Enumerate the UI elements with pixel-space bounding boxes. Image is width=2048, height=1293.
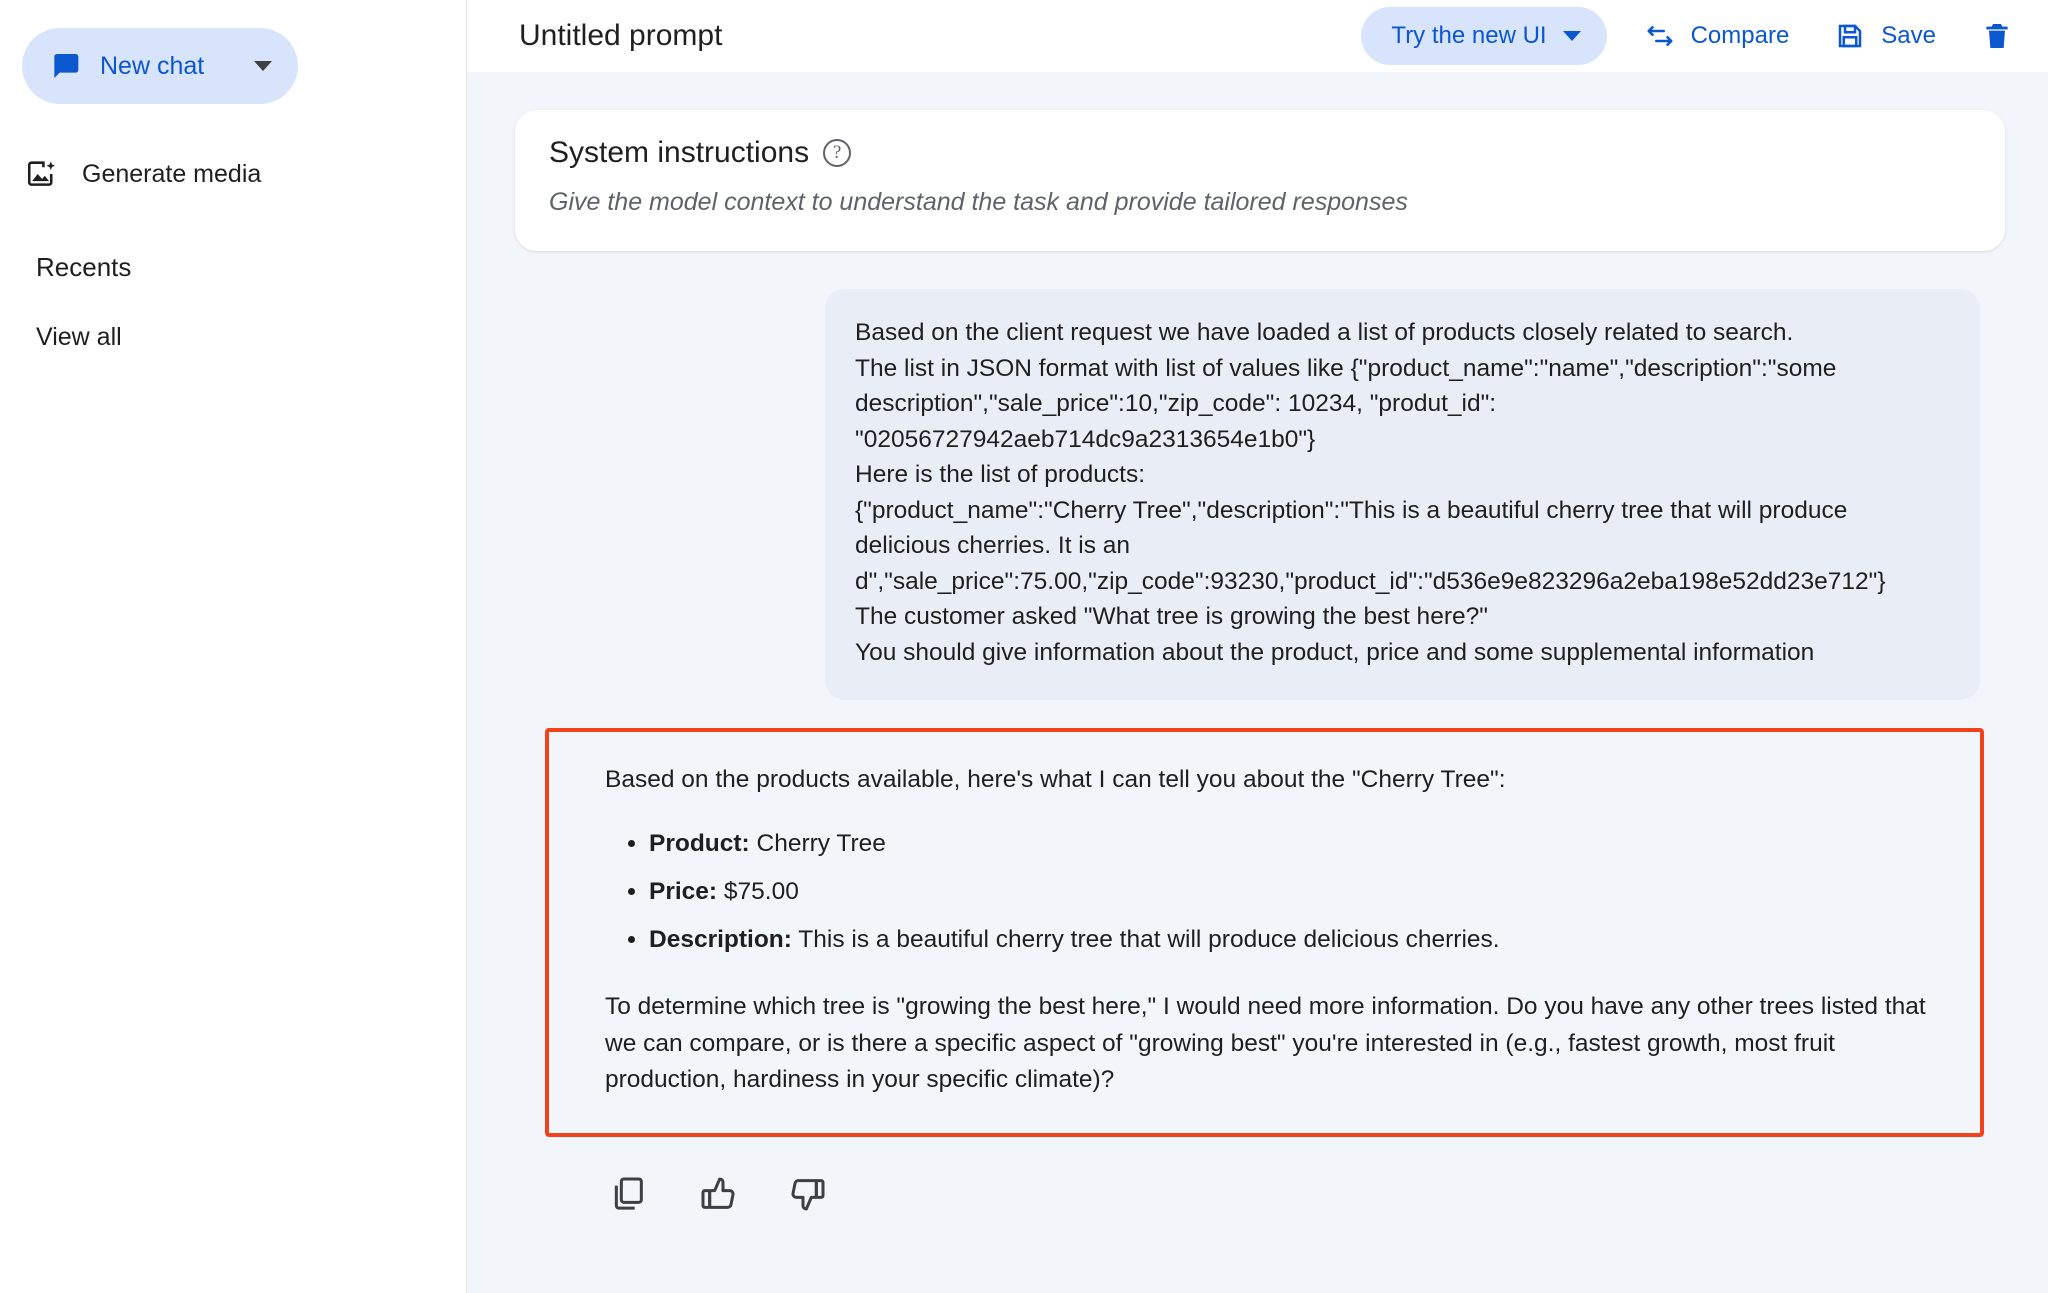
response-actions	[601, 1167, 2014, 1221]
sidebar-item-generate-media[interactable]	[24, 144, 466, 204]
user-prompt-line: The list in JSON format with list of values like {"product_name":"name","description":"some description","sale_price":10,"zip_code": 10234, "produt_id": "02056727942aeb714dc9a2313654e1b0"}	[855, 354, 1844, 453]
delete-button[interactable]	[1980, 19, 2028, 53]
try-new-ui-label: Try the new UI	[1391, 22, 1547, 49]
new-chat-button[interactable]	[22, 28, 298, 104]
copy-icon[interactable]	[601, 1167, 655, 1221]
list-item	[649, 825, 1946, 863]
sidebar-item-label: Generate media	[82, 159, 262, 188]
model-response-highlight[interactable]	[545, 728, 1984, 1137]
system-instructions-header	[549, 136, 1971, 170]
bullet-label: Product:	[649, 829, 750, 857]
generate-media-icon	[24, 156, 60, 192]
model-response-closing: To determine which tree is "growing the best here," I would need more information. Do you have any other trees listed that we can compare, or is there a specific aspect of "growing best" you're interested in (e.g., fastest growth, most fruit production, hardiness in your specific climate)?	[605, 992, 1926, 1094]
sidebar	[0, 0, 467, 1293]
model-response-bullets	[605, 825, 1946, 959]
compare-icon	[1643, 19, 1677, 53]
user-prompt-line: {"product_name":"Cherry Tree","description":"This is a beautiful cherry tree that will produce delicious cherries. It is an d","sale_price":75.00,"zip_code":93230,"product_id":"d536e9e823296a2eba198e52dd23e712"}	[855, 496, 1886, 595]
save-label: Save	[1881, 22, 1936, 49]
chat-bubble-icon	[48, 49, 82, 83]
user-prompt-line: The customer asked "What tree is growing the best here?"	[855, 603, 1488, 631]
view-all-link[interactable]: View all	[36, 323, 122, 351]
list-item	[649, 921, 1946, 959]
user-prompt-line: Here is the list of products:	[855, 461, 1146, 489]
recents-heading: Recents	[36, 252, 132, 282]
thumb-up-icon[interactable]	[691, 1167, 745, 1221]
user-prompt-line: You should give information about the product, price and some supplemental information	[855, 638, 1815, 666]
user-prompt-bubble[interactable]	[825, 289, 1980, 700]
bullet-value: This is a beautiful cherry tree that will produce delicious cherries.	[791, 925, 1500, 953]
system-instructions-title: System instructions	[549, 136, 810, 169]
chevron-down-icon	[1563, 31, 1581, 41]
main-panel	[467, 0, 2048, 1293]
thumb-down-icon[interactable]	[781, 1167, 835, 1221]
compare-button[interactable]	[1643, 19, 1790, 53]
save-button[interactable]	[1833, 19, 1936, 53]
new-chat-label: New chat	[100, 51, 205, 80]
compare-label: Compare	[1690, 22, 1790, 49]
page-title: Untitled prompt	[519, 19, 723, 52]
try-new-ui-button[interactable]	[1361, 7, 1606, 65]
save-icon	[1833, 19, 1867, 53]
user-prompt-line: Based on the client request we have loaded a list of products closely related to search.	[855, 319, 1794, 346]
bullet-label: Description:	[649, 925, 792, 953]
help-circle-icon[interactable]: ?	[823, 139, 851, 167]
content-area	[467, 72, 2048, 1293]
list-item	[649, 873, 1946, 911]
system-instructions-placeholder: Give the model context to understand the task and provide tailored responses	[549, 188, 1408, 216]
system-instructions-card[interactable]	[515, 110, 2005, 251]
bullet-value: Cherry Tree	[749, 829, 886, 857]
top-toolbar	[467, 0, 2048, 72]
trash-icon	[1980, 19, 2014, 53]
chevron-down-icon[interactable]	[254, 61, 272, 71]
bullet-label: Price:	[649, 877, 718, 905]
model-response-intro: Based on the products available, here's what I can tell you about the "Cherry Tree":	[605, 766, 1506, 794]
bullet-value: $75.00	[717, 877, 799, 905]
